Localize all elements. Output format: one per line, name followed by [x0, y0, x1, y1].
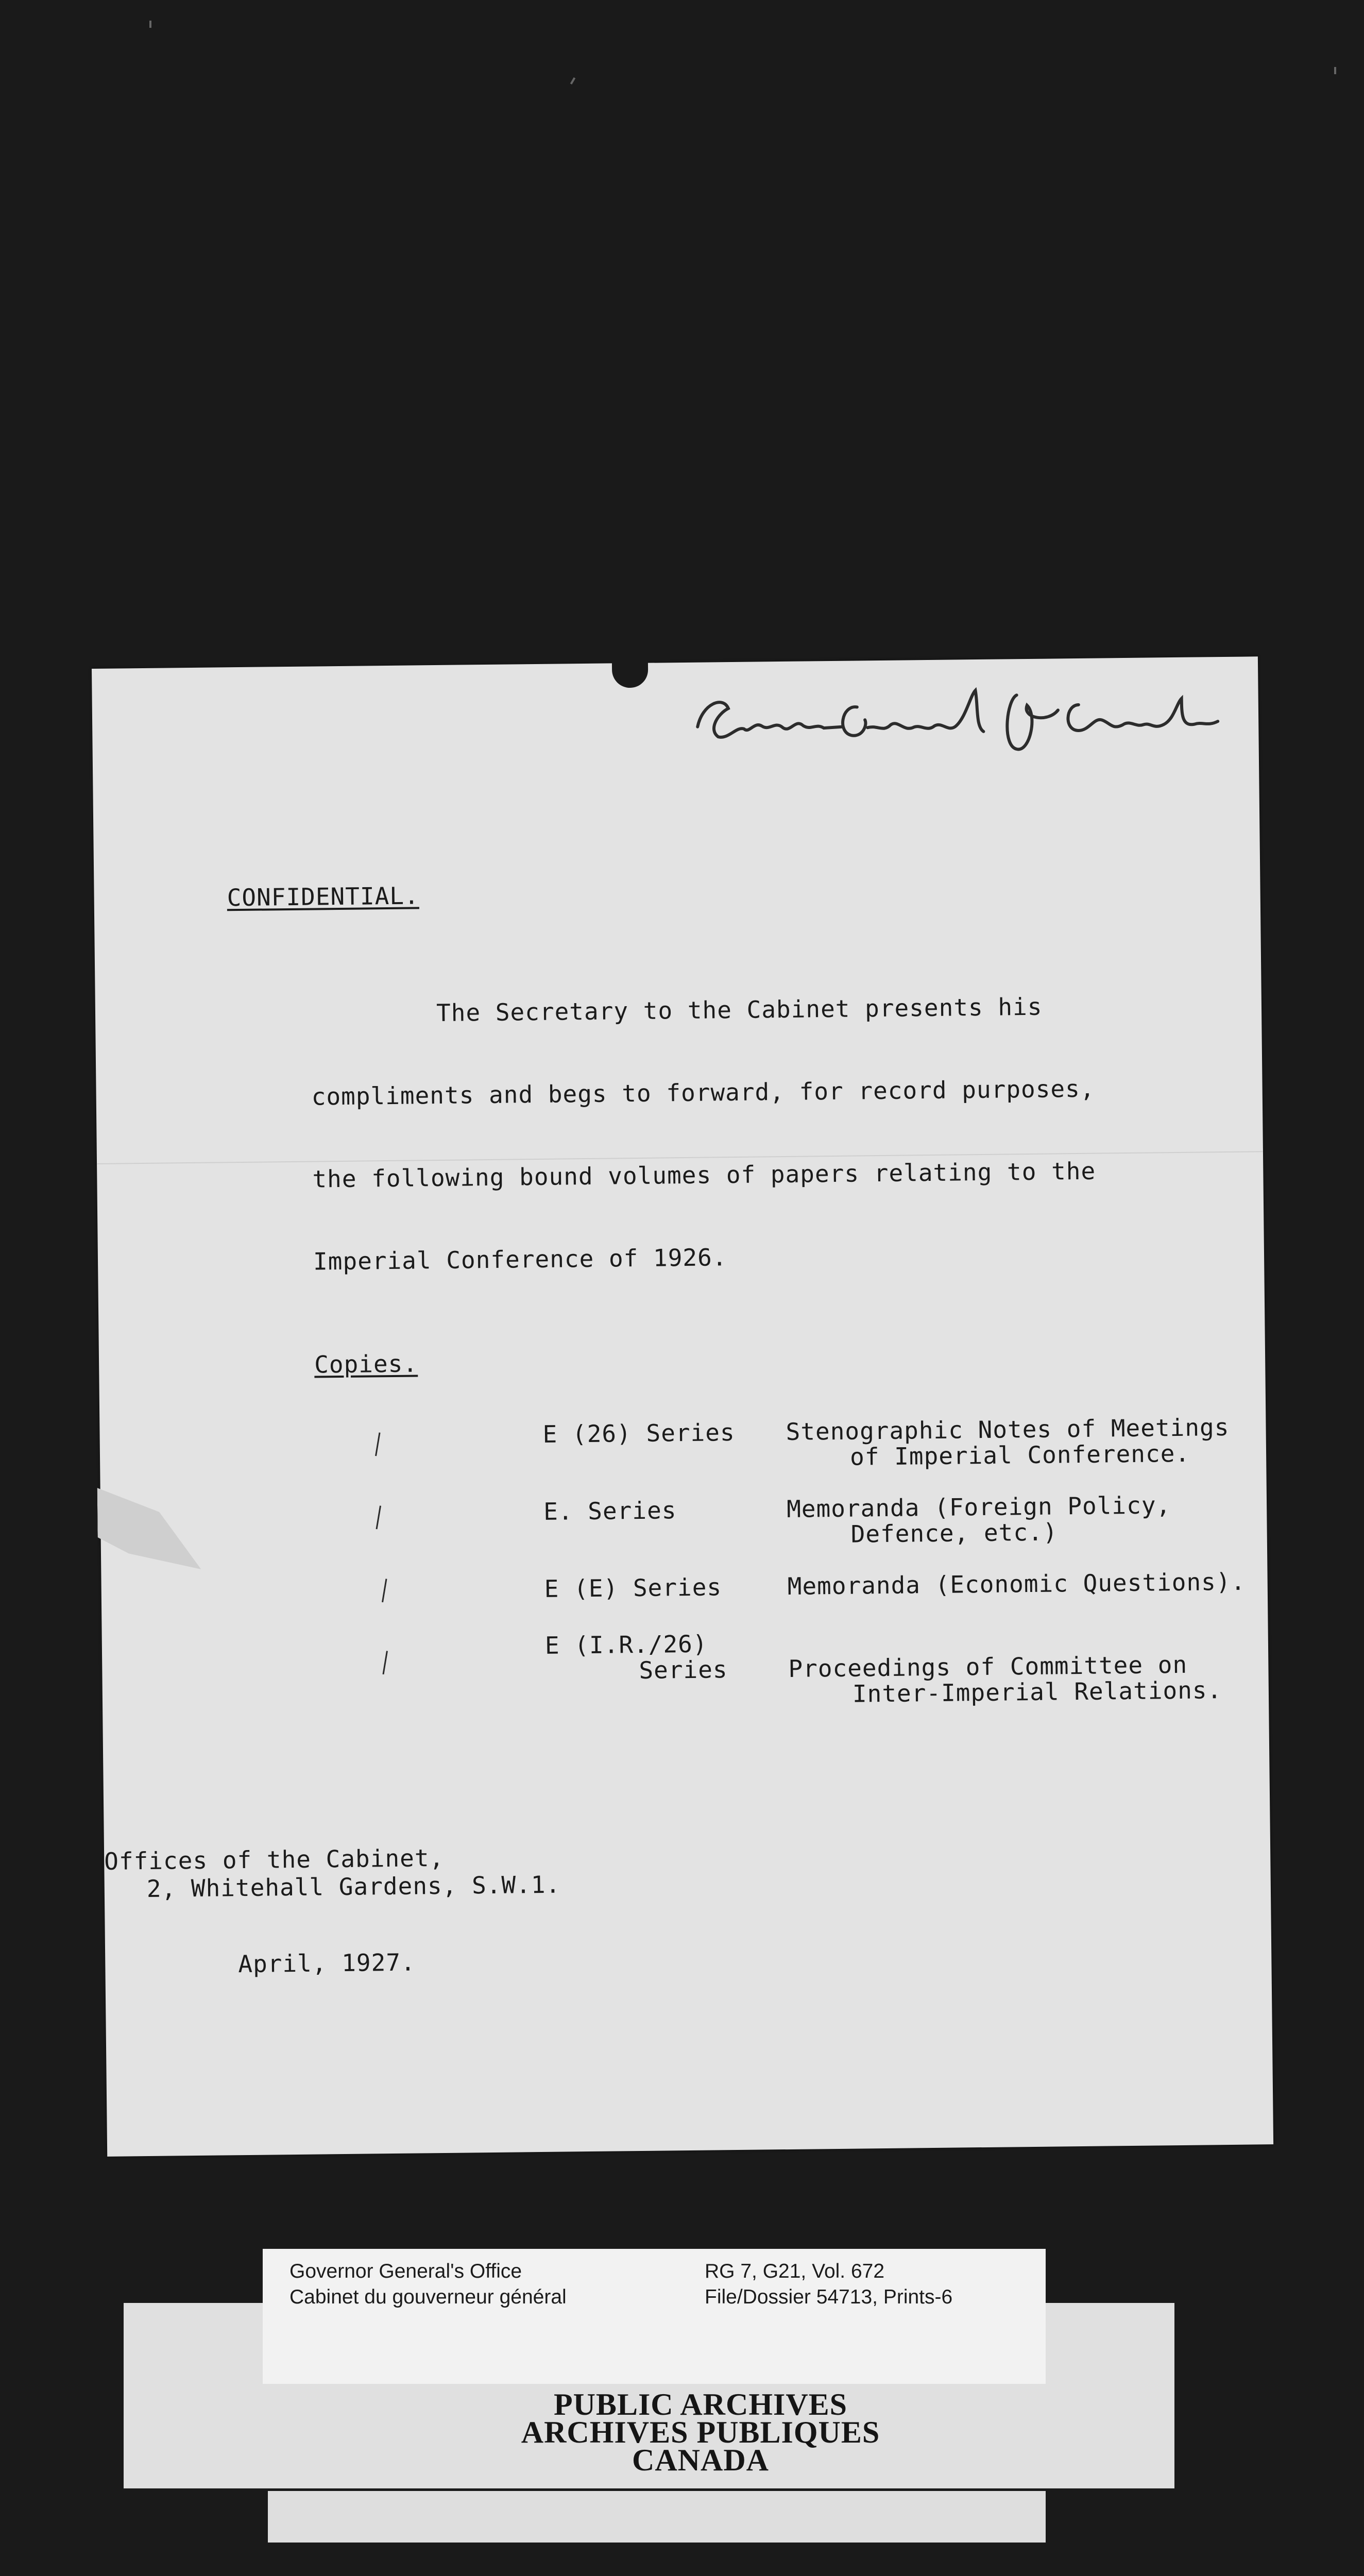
copy-description-cont: Inter-Imperial Relations. [852, 1676, 1222, 1708]
sender-address: 2, Whitehall Gardens, S.W.1. [146, 1870, 561, 1903]
copy-series: E (26) Series [542, 1418, 735, 1448]
public-archives-stamp [361, 2387, 1041, 2477]
film-speck [149, 21, 151, 28]
copies-heading: Copies. [314, 1349, 418, 1379]
copy-description-cont: Defence, etc.) [850, 1518, 1058, 1548]
copy-tick-mark [382, 1651, 387, 1674]
sheet-tear [612, 659, 649, 688]
copy-tick-mark [376, 1505, 381, 1529]
copy-description: Memoranda (Economic Questions). [787, 1567, 1246, 1600]
film-speck [1334, 67, 1336, 74]
stamp-line-fr: ARCHIVES PUBLIQUES [521, 2415, 880, 2449]
copy-series: E (E) Series [544, 1573, 722, 1603]
handwritten-addressee-signature [687, 672, 1229, 755]
body-line-4: Imperial Conference of 1926. [313, 1243, 727, 1276]
copy-tick-mark [382, 1579, 387, 1602]
copy-description: Proceedings of Committee on [788, 1650, 1188, 1683]
copy-series: E (I.R./26) [544, 1630, 708, 1659]
copy-description: Memoranda (Foreign Policy, [786, 1491, 1171, 1523]
archive-card-stub [268, 2491, 1046, 2543]
archive-reference-label [263, 2249, 1046, 2384]
sender-office: Offices of the Cabinet, [104, 1843, 445, 1875]
copy-series-cont: Series [639, 1655, 728, 1684]
sheet-fold-corner [97, 1487, 201, 1570]
body-line-2: compliments and begs to forward, for record purposes, [311, 1074, 1095, 1111]
stamp-line-en: PUBLIC ARCHIVES [553, 2387, 848, 2421]
body-line-1: The Secretary to the Cabinet presents his [436, 992, 1043, 1027]
body-line-3: the following bound volumes of papers relating to the [312, 1157, 1096, 1193]
office-name-fr: Cabinet du gouverneur général [289, 2286, 567, 2308]
stamp-line-country: CANADA [632, 2443, 769, 2477]
file-reference: File/Dossier 54713, Prints-6 [705, 2286, 953, 2308]
copy-tick-mark [375, 1432, 380, 1456]
classification-heading: CONFIDENTIAL. [227, 882, 419, 912]
copy-description: Stenographic Notes of Meetings [786, 1413, 1230, 1446]
copy-series: E. Series [543, 1496, 677, 1526]
office-name-en: Governor General's Office [289, 2260, 522, 2282]
record-group-reference: RG 7, G21, Vol. 672 [705, 2260, 885, 2282]
copy-description-cont: of Imperial Conference. [849, 1439, 1190, 1471]
letter-sheet [92, 656, 1273, 2157]
letter-date: April, 1927. [238, 1948, 416, 1978]
film-speck [570, 77, 575, 84]
